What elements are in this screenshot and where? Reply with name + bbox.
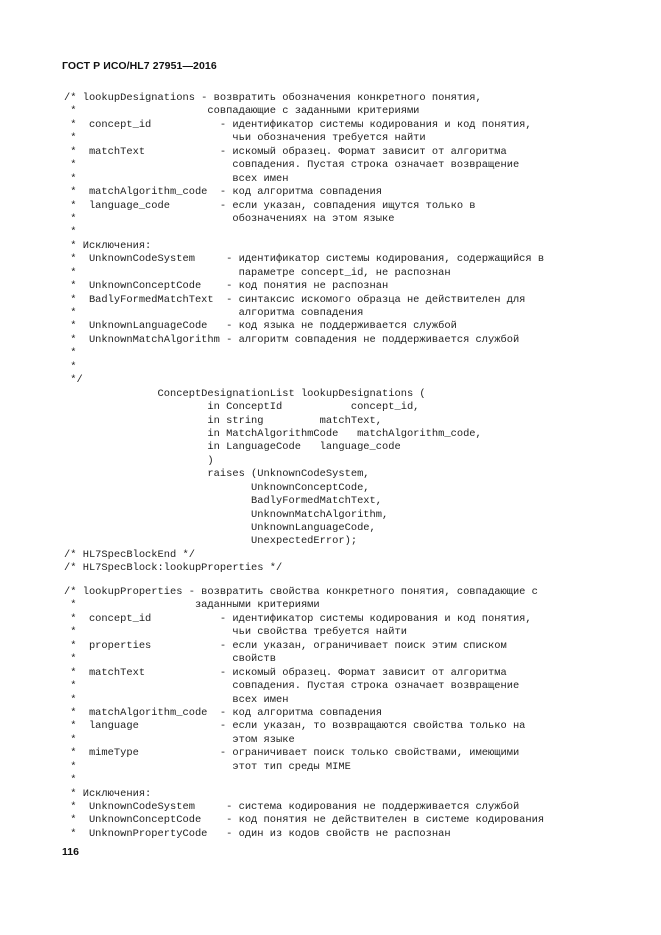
code-line: * matchAlgorithm_code - код алгоритма совпадения [64, 186, 383, 199]
code-line: * UnknownLanguageCode - код языка не поддерживается службой [64, 320, 457, 333]
page-number: 116 [62, 846, 79, 858]
code-line: /* HL7SpecBlock:lookupProperties */ [64, 562, 283, 575]
code-line: raises (UnknownCodeSystem, [64, 468, 370, 481]
code-line: * [64, 360, 77, 373]
code-line: /* lookupDesignations - возвратить обозначения конкретного понятия, [64, 92, 482, 104]
document-header: ГОСТ Р ИСО/HL7 27951—2016 [62, 60, 217, 72]
code-line: * UnknownCodeSystem - идентификатор системы кодирования, содержащийся в [64, 253, 545, 266]
code-line: * параметре concept_id, не распознан [64, 266, 451, 279]
code-line: BadlyFormedMatchText, [64, 495, 383, 508]
code-line: * свойств [64, 653, 277, 666]
code-line: in ConceptId concept_id, [64, 401, 420, 414]
code-line: * [64, 347, 77, 360]
code-line: UnknownConceptCode, [64, 481, 370, 494]
code-line: * matchText - искомый образец. Формат зависит от алгоритма [64, 145, 507, 158]
code-line: * UnknownConceptCode - код понятия не распознан [64, 280, 389, 293]
code-line: UnexpectedError); [64, 535, 358, 548]
code-line: * matchText - искомый образец. Формат зависит от алгоритма [64, 666, 507, 679]
code-line: * matchAlgorithm_code - код алгоритма совпадения [64, 706, 383, 719]
code-block-lookup-designations [64, 92, 544, 576]
code-line: * UnknownPropertyCode - один из кодов свойств не распознан [64, 827, 451, 840]
code-line: * UnknownMatchAlgorithm - алгоритм совпадения не поддерживается службой [64, 333, 520, 346]
code-line: * обозначениях на этом языке [64, 212, 395, 225]
code-line: * language_code - если указан, совпадения ищутся только в [64, 199, 476, 212]
code-line: * properties - если указан, ограничивает поиск этим списком [64, 639, 507, 652]
code-line: * concept_id - идентификатор системы кодирования и код понятия, [64, 612, 532, 625]
code-line: * совпадения. Пустая строка означает возвращение [64, 159, 520, 172]
code-line: * всех имен [64, 172, 289, 185]
code-line: ConceptDesignationList lookupDesignations ( [64, 387, 426, 400]
code-line: in string matchText, [64, 414, 383, 427]
code-line: * совпадения. Пустая строка означает возвращение [64, 680, 520, 693]
code-line: * UnknownCodeSystem - система кодирования не поддерживается службой [64, 801, 520, 813]
code-line: in LanguageCode language_code [64, 441, 401, 454]
code-line: * этом языке [64, 733, 295, 746]
code-line: * Исключения: [64, 239, 152, 252]
code-line: * UnknownConceptCode - код понятия не действителен в системе кодирования [64, 814, 545, 827]
code-block-lookup-properties [64, 586, 544, 841]
code-line: * этот тип среды MIME [64, 760, 351, 773]
code-line: * заданными критериями [64, 599, 320, 612]
code-line: UnknownLanguageCode, [64, 522, 376, 534]
code-line: * алгоритма совпадения [64, 307, 364, 319]
code-line: * [64, 774, 77, 787]
code-line: * всех имен [64, 693, 289, 706]
code-line: * mimeType - ограничивает поиск только свойствами, имеющими [64, 747, 520, 760]
code-line: /* HL7SpecBlockEnd */ [64, 548, 195, 561]
code-line: * Исключения: [64, 787, 152, 800]
code-line: /* lookupProperties - возвратить свойства конкретного понятия, совпадающие с [64, 586, 538, 598]
code-line: * concept_id - идентификатор системы кодирования и код понятия, [64, 118, 532, 131]
code-line: */ [64, 374, 83, 387]
code-line: * [64, 226, 77, 239]
code-line: * language - если указан, то возвращаются свойства только на [64, 720, 526, 733]
code-line: * чьи обозначения требуется найти [64, 132, 426, 145]
code-line: * совпадающие с заданными критериями [64, 105, 420, 118]
code-line: UnknownMatchAlgorithm, [64, 508, 389, 521]
code-line: ) [64, 454, 214, 467]
code-line: * чьи свойства требуется найти [64, 626, 407, 639]
code-line: * BadlyFormedMatchText - синтаксис искомого образца не действителен для [64, 293, 526, 306]
code-line: in MatchAlgorithmCode matchAlgorithm_code, [64, 427, 482, 440]
